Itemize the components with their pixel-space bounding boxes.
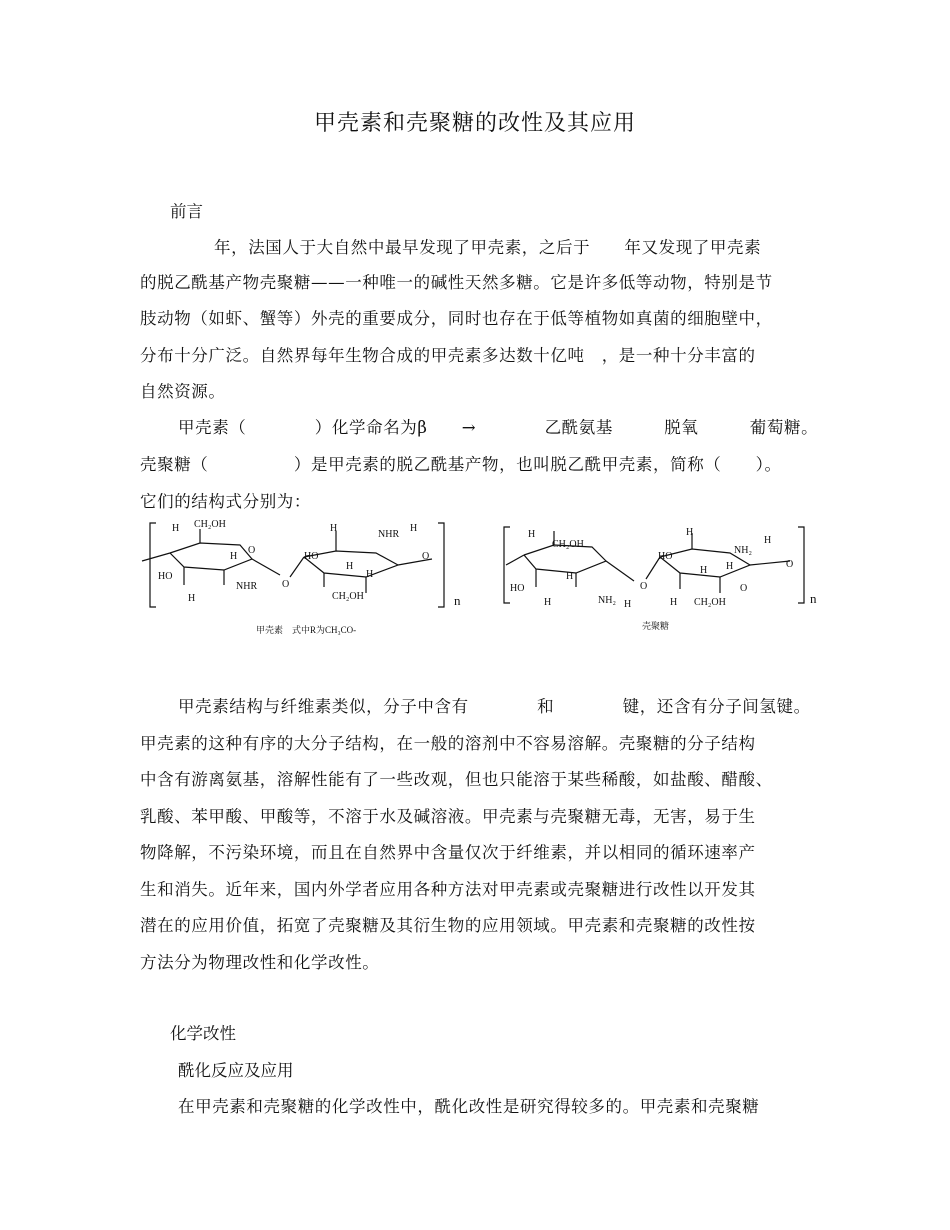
chitosan-caption: 壳聚糖 [642, 621, 670, 631]
body-line-3: 中含有游离氨基，溶解性能有了一些改观，但也只能溶于某些稀酸，如盐酸、醋酸、 [140, 770, 773, 789]
intro-line-2: 的脱乙酰基产物壳聚糖——一种唯一的碱性天然多糖。它是许多低等动物，特别是节 [140, 273, 773, 292]
structure-figure [140, 515, 830, 645]
chitosan-o-label-3: O [786, 559, 794, 570]
body-line-6: 生和消失。近年来，国内外学者应用各种方法对甲壳素或壳聚糖进行改性以开发其 [140, 880, 756, 899]
chitosan-bracket-right [798, 527, 804, 603]
naming-line-3: 它们的结构式分别为： [140, 492, 311, 511]
chitosan-h-label-8: H [726, 561, 734, 572]
chitosan-h-label-7: H [700, 565, 708, 576]
chitin-caption: 甲壳素 式中R为CH₃CO- [256, 625, 357, 635]
structure-formula-svg [140, 515, 830, 645]
body-line-7: 潜在的应用价值，拓宽了壳聚糖及其衍生物的应用领域。甲壳素和壳聚糖的改性按 [140, 916, 756, 935]
intro-line-1: 年，法国人于大自然中最早发现了甲壳素，之后于 年又发现了甲壳素 [214, 238, 762, 257]
chitosan-ho-label: HO [510, 583, 525, 594]
body-line-4: 乳酸、苯甲酸、甲酸等，不溶于水及碱溶液。甲壳素与壳聚糖无毒，无害，易于生 [140, 807, 756, 826]
chitin-h-label-5: H [410, 523, 418, 534]
chitosan-h-label-6: H [764, 535, 772, 546]
chitosan-h-label-4: H [624, 599, 632, 610]
chitin-nhr-label-2: NHR [378, 529, 400, 540]
heading-intro: 前言 [170, 202, 203, 221]
chitin-h-label-7: H [366, 569, 374, 580]
chitosan-ho-label-2: HO [658, 551, 673, 562]
body-line-2: 甲壳素的这种有序的大分子结构，在一般的溶剂中不容易溶解。壳聚糖的分子结构 [140, 734, 756, 753]
chitosan-nh2-label: NH₂ [598, 595, 616, 606]
chitin-bracket-right [438, 523, 444, 607]
chitosan-h-label-5: H [686, 527, 694, 538]
chitosan-o-label-1: O [640, 581, 648, 592]
page-title: 甲壳素和壳聚糖的改性及其应用 [313, 111, 636, 136]
intro-line-5: 自然资源。 [140, 382, 226, 401]
chitosan-ch2oh-label-2: CH₂OH [694, 597, 726, 608]
heading-chemical-modification: 化学改性 [170, 1024, 236, 1043]
chitosan-h-label-1: H [528, 529, 536, 540]
chitin-ch2oh-label: CH₂OH [194, 519, 226, 530]
body-line-5: 物降解，不污染环境，而且在自然界中含量仅次于纤维素，并以相同的循环速率产 [140, 843, 756, 862]
chitin-nhr-label: NHR [236, 581, 258, 592]
chitin-h-label-1: H [172, 523, 180, 534]
chitosan-nh2-label-2: NH₂ [734, 545, 752, 556]
chitosan-o-label-2: O [740, 583, 748, 594]
chitin-o-label-2: O [282, 579, 290, 590]
chitosan-h-label-9: H [670, 597, 678, 608]
chitin-bracket-left [150, 523, 156, 607]
naming-line-2: 壳聚糖（ ）是甲壳素的脱乙酰基产物，也叫脱乙酰甲壳素，简称（ ）。 [140, 455, 782, 474]
chitin-ring-1 [170, 543, 252, 570]
acylation-line-1: 在甲壳素和壳聚糖的化学改性中，酰化改性是研究得较多的。甲壳素和壳聚糖 [178, 1097, 760, 1116]
naming-line-1: 甲壳素（ ）化学命名为β → 乙酰氨基 脱氧 葡萄糖。 [178, 418, 819, 437]
chitosan-h-label-2: H [544, 597, 552, 608]
chitin-ho-label-2: HO [304, 551, 319, 562]
chitin-o-label-3: O [422, 551, 430, 562]
body-line-1: 甲壳素结构与纤维素类似，分子中含有 和 键，还含有分子间氢键。 [178, 697, 811, 716]
chitin-ch2oh-label-2: CH₂OH [332, 591, 364, 602]
chitin-h-label-2: H [188, 593, 196, 604]
chitosan-repeat-n: n [810, 591, 817, 606]
chitin-h-label-6: H [346, 561, 354, 572]
body-line-8: 方法分为物理改性和化学改性。 [140, 953, 380, 972]
chitin-h-label-4: H [330, 523, 338, 534]
chitin-ho-label: HO [158, 571, 173, 582]
chitin-h-label-3: H [230, 551, 238, 562]
chitosan-ch2oh-label: CH₂OH [552, 539, 584, 550]
intro-line-3: 肢动物（如虾、蟹等）外壳的重要成分，同时也存在于低等植物如真菌的细胞壁中， [140, 309, 773, 328]
chitosan-h-label-3: H [566, 571, 574, 582]
chitin-repeat-n: n [454, 593, 461, 608]
chitin-o-label-1: O [248, 545, 256, 556]
heading-acylation: 酰化反应及应用 [178, 1061, 294, 1080]
intro-line-4: 分布十分广泛。自然界每年生物合成的甲壳素多达数十亿吨 ，是一种十分丰富的 [140, 346, 756, 365]
